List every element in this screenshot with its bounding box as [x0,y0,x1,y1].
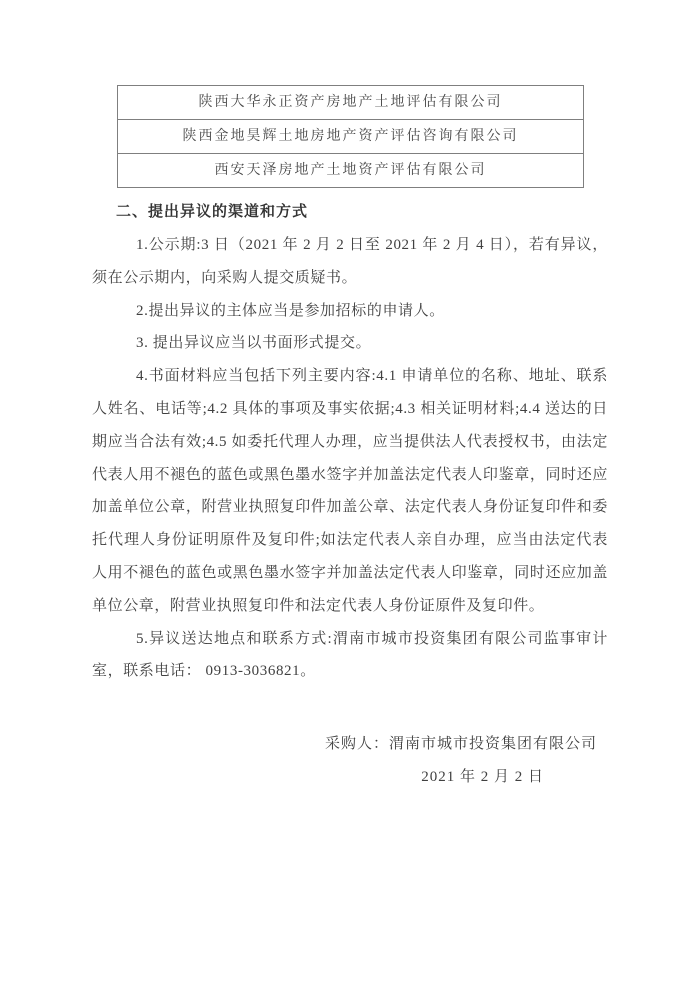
paragraph-publicity-period: 1.公示期:3 日（2021 年 2 月 2 日至 2021 年 2 月 4 日），若有异议，须在公示期内，向采购人提交质疑书。 [92,237,608,286]
table-row [118,86,583,119]
table-row [118,119,583,153]
signature-date: 2021 年 2 月 2 日 [421,769,544,786]
document-body [92,195,608,794]
section-heading: 二、提出异议的渠道和方式 [116,204,309,220]
paragraph-written-form: 3. 提出异议应当以书面形式提交。 [136,335,372,352]
company-name: 西安天泽房地产土地资产评估有限公司 [214,163,487,178]
company-name: 陕西金地昊辉土地房地产资产评估咨询有限公司 [182,129,519,144]
paragraph-written-materials: 4.书面材料应当包括下列主要内容:4.1 申请单位的名称、地址、联系人姓名、电话等;4.2 具体的事项及事实依据;4.3 相关证明材料;4.4 送达的日期应当合法有效;4.5 如委托代理人办理，应当提供法人代表授权书，由法定代表人用不褪色的蓝色或黑色墨水签字并加盖法定代表人印鉴章，同时还应加盖单位公章，附营业执照复印件加盖公章、法定代表人身份证复印件和委托代理人身份证明原件及复印件;如法定代表人亲自办理，应当由法定代表人用不褪色的蓝色或黑色墨水签字并加盖法定代表人印鉴章，同时还应加盖单位公章，附营业执照复印件和法定代表人身份证原件及复印件。 [92,368,608,614]
signature-block [92,728,608,794]
paragraph-delivery-contact: 5.异议送达地点和联系方式:渭南市城市投资集团有限公司监事审计室，联系电话： 0913-3036821。 [92,630,608,680]
signature-purchaser: 采购人：渭南市城市投资集团有限公司 [324,736,597,753]
paragraph-objection-subject: 2.提出异议的主体应当是参加招标的申请人。 [136,302,445,319]
company-table [117,85,584,188]
table-row [118,153,583,187]
company-name: 陕西大华永正资产房地产土地评估有限公司 [198,95,503,110]
